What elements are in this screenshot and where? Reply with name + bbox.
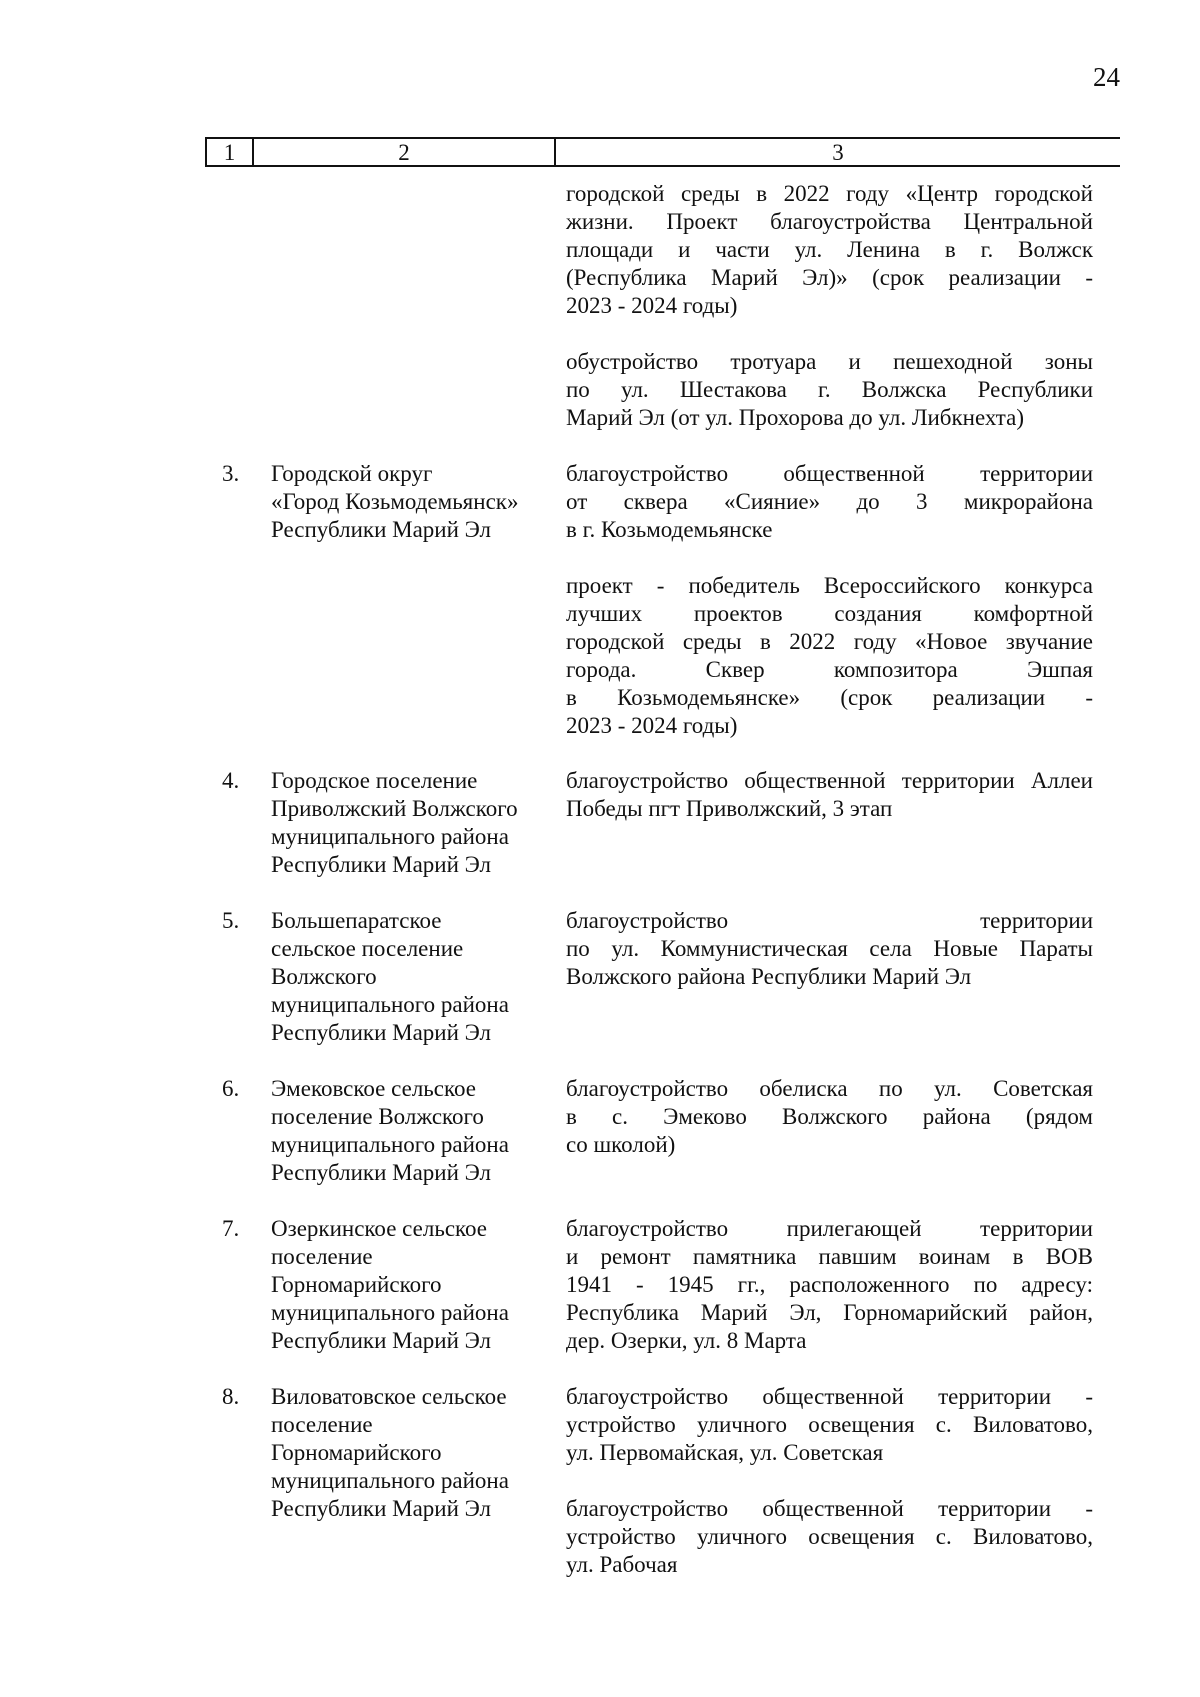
row-number: 4. [222, 768, 240, 793]
project-item: благоустройство общественной территории - устройство уличного освещения с. Виловатово, ул. Первомайская, ул. Советская [566, 1384, 1093, 1465]
row-number: 5. [222, 908, 240, 933]
header-col-1: 1 [205, 139, 254, 165]
municipality-name: Виловатовское сельское поселение Горномарийского муниципального района Республики Марий Эл [271, 1384, 509, 1521]
continuation-item-1: городской среды в 2022 году «Центр городской жизни. Проект благоустройства Центральной площади и части ул. Ленина в г. Волжск (Республика Марий Эл)» (срок реализации - 2023 - 2024 годы) [566, 181, 1093, 318]
project-item: благоустройство обелиска по ул. Советская в с. Эмеково Волжского района (рядом со школой) [566, 1076, 1093, 1157]
project-item: благоустройство территории по ул. Коммунистическая села Новые Параты Волжского района Республики Марий Эл [566, 908, 1093, 989]
municipality-name: Городской округ «Город Козьмодемьянск» Республики Марий Эл [271, 461, 519, 542]
project-item: благоустройство общественной территории Аллеи Победы пгт Приволжский, 3 этап [566, 768, 1093, 821]
municipality-name: Озеркинское сельское поселение Горномарийского муниципального района Республики Марий Эл [271, 1216, 509, 1353]
row-number: 8. [222, 1384, 240, 1409]
project-item: благоустройство общественной территории - устройство уличного освещения с. Виловатово, ул. Рабочая [566, 1496, 1093, 1577]
header-col-2: 2 [254, 139, 556, 165]
project-item: благоустройство общественной территории от сквера «Сияние» до 3 микрорайона в г. Козьмодемьянске [566, 461, 1093, 542]
row-number: 6. [222, 1076, 240, 1101]
project-item: проект - победитель Всероссийского конкурса лучших проектов создания комфортной городской среды в 2022 году «Новое звучание города. Сквер композитора Эшпая в Козьмодемьянске» (срок реализации - 2023 - 2024 годы) [566, 573, 1093, 738]
row-number: 3. [222, 461, 240, 486]
project-item: благоустройство прилегающей территории и ремонт памятника павшим воинам в ВОВ 1941 - 1945 гг., расположенного по адресу: Республика Марий Эл, Горномарийский район, дер. Озерки, ул. 8 Марта [566, 1216, 1093, 1353]
row-number: 7. [222, 1216, 240, 1241]
header-col-3: 3 [832, 140, 844, 165]
continuation-item-2: обустройство тротуара и пешеходной зоны по ул. Шестакова г. Волжска Республики Марий Эл (от ул. Прохорова до ул. Либкнехта) [566, 349, 1093, 430]
page-number: 24 [1093, 62, 1120, 92]
municipality-name: Городское поселение Приволжский Волжского муниципального района Республики Марий Эл [271, 768, 518, 877]
municipality-name: Большепаратское сельское поселение Волжского муниципального района Республики Марий Эл [271, 908, 509, 1045]
municipality-name: Эмековское сельское поселение Волжского муниципального района Республики Марий Эл [271, 1076, 509, 1185]
table-header-row [205, 137, 1120, 167]
